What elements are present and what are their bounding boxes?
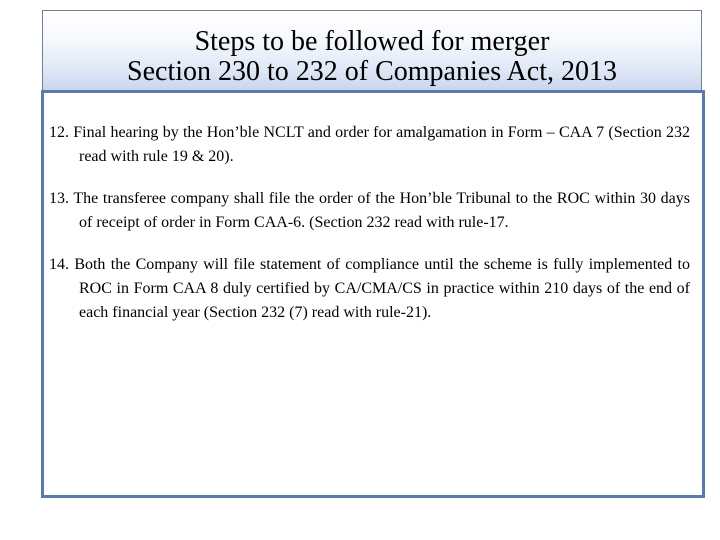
slide-content-box bbox=[41, 90, 705, 498]
slide-subtitle: Section 230 to 232 of Companies Act, 2013 bbox=[127, 56, 617, 87]
step-item-13: 13. The transferee company shall file the order of the Hon’ble Tribunal to the ROC within 30 days of receipt of order in Form CAA-6. (Section 232 read with rule-17. bbox=[49, 190, 690, 231]
slide-title: Steps to be followed for merger bbox=[194, 26, 550, 57]
step-item-14: 14. Both the Company will file statement of compliance until the scheme is fully implemented to ROC in Form CAA 8 duly certified by CA/CMA/CS in practice within 210 days of the end of each financial year (Section 232 (7) read with rule-21). bbox=[49, 256, 690, 321]
step-item-12: 12. Final hearing by the Hon’ble NCLT and order for amalgamation in Form – CAA 7 (Section 232 read with rule 19 & 20). bbox=[49, 124, 690, 165]
slide-title-box bbox=[42, 10, 702, 90]
